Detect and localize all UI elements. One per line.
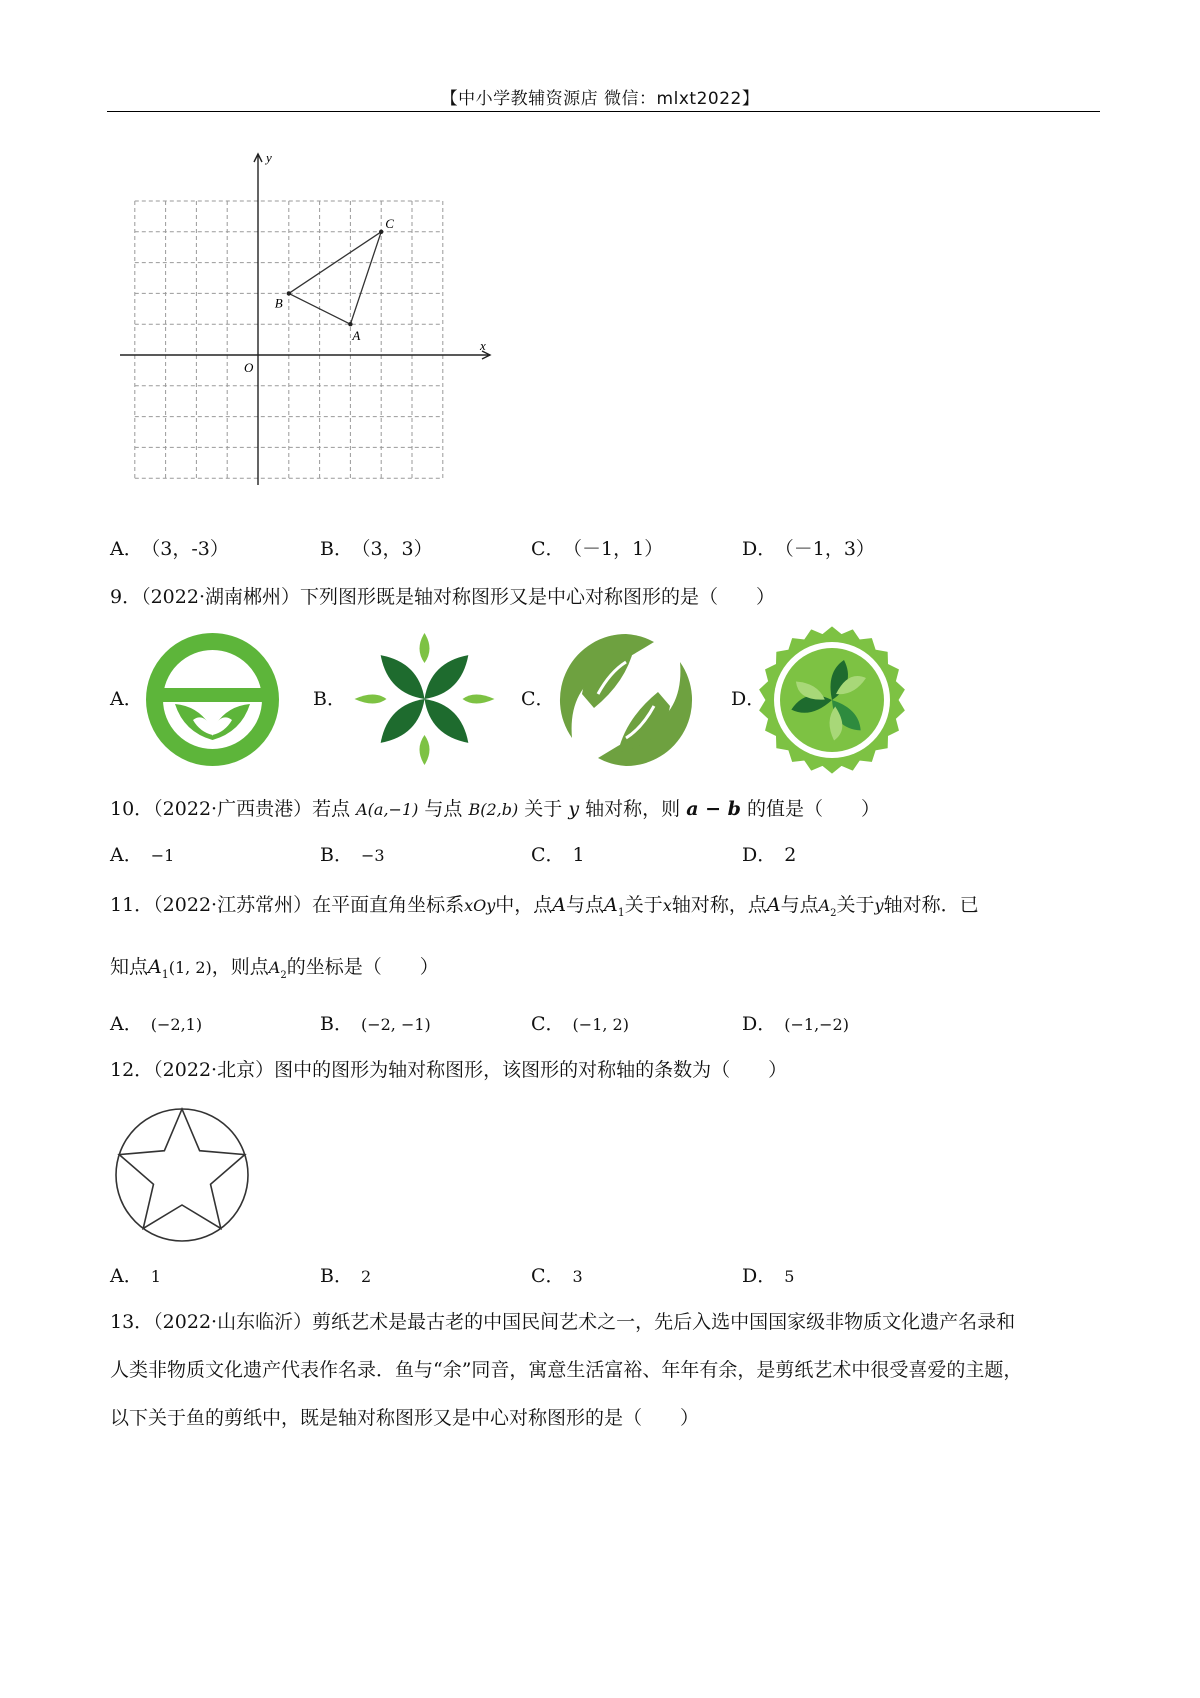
q10-option-a-text: −1: [150, 846, 175, 865]
y-axis: [254, 154, 262, 485]
y-axis-label: y: [266, 150, 272, 165]
q11-system: xOy: [464, 896, 496, 915]
q11-y-axis: y: [874, 896, 884, 915]
header-divider: [107, 111, 1100, 112]
q9-stem: 9．（2022·湖南郴州）下列图形既是轴对称图形又是中心对称图形的是（ ）: [110, 586, 775, 608]
x-axis-label: x: [480, 338, 486, 353]
q10-option-c-text: 1: [572, 844, 585, 866]
q12-option-a-text: 1: [150, 1267, 161, 1286]
q11-text-g: 关于: [836, 894, 875, 916]
q10-option-d-text: 2: [784, 844, 797, 866]
q10-axis: y: [568, 798, 580, 820]
q8-option-a-label: A．: [110, 538, 143, 560]
grid-lines: [135, 201, 443, 478]
q8-option-d-text: （－1，3）: [784, 538, 875, 560]
q8-option-a-text: （3，-3）: [150, 538, 229, 560]
star-in-circle-figure: [112, 1105, 252, 1245]
q10-option-d[interactable]: [742, 846, 796, 865]
q11-option-b-label: B．: [320, 1013, 353, 1035]
q11-option-c-text: (−1, 2): [572, 1015, 629, 1034]
q11-text-c: 与点: [566, 894, 605, 916]
point-c-label: C: [385, 215, 394, 231]
point-a-dot: [348, 322, 352, 326]
q11-known-a1-sub: 1: [161, 967, 169, 981]
q11-stem-line1: [110, 896, 979, 919]
q13-stem-line1: 13．（2022·山东临沂）剪纸艺术是最古老的中国民间艺术之一，先后入选中国国家级非物质文化遗产名录和: [110, 1311, 1016, 1333]
q12-option-b-text: 2: [360, 1267, 372, 1286]
q11-known-a1: A: [148, 956, 162, 978]
q10-option-c[interactable]: [531, 846, 585, 865]
q8-option-a[interactable]: [110, 540, 229, 559]
q11-option-b[interactable]: [320, 1015, 431, 1034]
q11-option-d-label: D．: [742, 1013, 777, 1035]
q11-option-a-text: (−2,1): [150, 1015, 203, 1034]
q12-option-d-label: D．: [742, 1265, 777, 1287]
q10-option-b-text: −3: [360, 846, 385, 865]
q11-known-a1-coord: (1, 2): [168, 958, 212, 977]
q10-option-d-label: D．: [742, 844, 777, 866]
q11-text-a: 11．（2022·江苏常州）在平面直角坐标系: [110, 894, 465, 916]
q12-option-d[interactable]: [742, 1267, 794, 1286]
q11-option-a-label: A．: [110, 1013, 143, 1035]
q9-option-c-label[interactable]: C．: [521, 688, 555, 710]
point-b-dot: [287, 291, 291, 295]
q11-text-i: 知点: [110, 956, 149, 978]
q8-option-b-text: （3，3）: [360, 538, 433, 560]
q11-option-d-text: (−1,−2): [784, 1015, 849, 1034]
q10-mid1: 与点: [424, 798, 463, 820]
q8-option-c-label: C．: [531, 538, 565, 560]
q10-point-b: B(2,b): [468, 800, 519, 819]
q11-point-a1: A: [604, 894, 618, 916]
q11-text-j: ，则点: [211, 956, 269, 978]
q12-option-d-text: 5: [784, 1267, 795, 1286]
q10-suffix: 的值是（ ）: [746, 798, 880, 820]
x-axis: [120, 351, 490, 359]
page-header: 【中小学教辅资源店 微信：mlxt2022】: [440, 89, 760, 109]
q12-option-b-label: B．: [320, 1265, 353, 1287]
q11-text-d: 关于: [624, 894, 663, 916]
point-a-label: A: [352, 328, 361, 344]
ring-leaf-logo-icon[interactable]: [145, 632, 280, 767]
q9-option-a-label[interactable]: A．: [110, 688, 143, 710]
q11-point-a2: A: [818, 896, 831, 915]
q10-option-a[interactable]: [110, 846, 174, 865]
q11-text-e: 轴对称，点: [671, 894, 767, 916]
q11-point-a-again: A: [766, 894, 781, 916]
q12-option-c-label: C．: [531, 1265, 565, 1287]
q11-option-d[interactable]: [742, 1015, 849, 1034]
q12-option-b[interactable]: [320, 1267, 371, 1286]
q10-option-b-label: B．: [320, 844, 353, 866]
gear-badge-leaves-icon[interactable]: [758, 626, 906, 774]
q10-point-a: A(a,−1): [356, 800, 419, 819]
q8-option-b-label: B．: [320, 538, 353, 560]
q11-option-a[interactable]: [110, 1015, 202, 1034]
q8-option-d[interactable]: [742, 540, 875, 559]
q10-mid2: 关于: [524, 798, 563, 820]
q11-text-b: 中，点: [495, 894, 553, 916]
q11-option-b-text: (−2, −1): [360, 1015, 431, 1034]
six-petal-flower-icon[interactable]: [352, 630, 497, 768]
q11-point-a: A: [552, 894, 567, 916]
q11-option-c[interactable]: [531, 1015, 629, 1034]
q12-stem: 12．（2022·北京）图中的图形为轴对称图形，该图形的对称轴的条数为（ ）: [110, 1059, 788, 1081]
q11-stem-line2: [110, 958, 439, 981]
q10-option-a-label: A．: [110, 844, 143, 866]
q8-option-c-text: （－1，1）: [572, 538, 664, 560]
q11-target-a2-sub: 2: [280, 969, 287, 981]
q9-option-d-label[interactable]: D．: [731, 688, 766, 710]
q12-option-a[interactable]: [110, 1267, 161, 1286]
q11-point-a2-sub: 2: [830, 907, 837, 919]
q11-text-f: 与点: [780, 894, 819, 916]
q12-option-c-text: 3: [572, 1267, 583, 1286]
triangle-outline: [289, 232, 381, 324]
q9-option-b-label[interactable]: B．: [313, 688, 346, 710]
q11-option-c-label: C．: [531, 1013, 565, 1035]
point-c-dot: [379, 230, 383, 234]
q10-mid3: 轴对称，则: [585, 798, 681, 820]
q11-text-k: 的坐标是（ ）: [286, 956, 439, 978]
q11-x-axis: x: [662, 896, 672, 915]
q13-stem-line3: 以下关于鱼的剪纸中，既是轴对称图形又是中心对称图形的是（ ）: [110, 1407, 700, 1429]
q11-text-h: 轴对称．已: [883, 894, 979, 916]
q8-option-b[interactable]: [320, 540, 433, 559]
q10-option-b[interactable]: [320, 846, 385, 865]
q11-point-a1-sub: 1: [617, 905, 625, 919]
q13-stem-line2: 人类非物质文化遗产代表作名录．鱼与“余”同音，寓意生活富裕、年年有余，是剪纸艺术中很受喜爱的主题，: [110, 1359, 1023, 1381]
q12-option-a-label: A．: [110, 1265, 143, 1287]
q10-option-c-label: C．: [531, 844, 565, 866]
q12-option-c[interactable]: [531, 1267, 583, 1286]
q8-option-c[interactable]: [531, 540, 663, 559]
coordinate-grid-figure: [120, 150, 500, 490]
q10-prefix: 10．（2022·广西贵港）若点: [110, 798, 351, 820]
point-b-label: B: [274, 295, 283, 311]
q10-stem: [110, 800, 880, 819]
origin-label: O: [244, 360, 254, 375]
q8-option-d-label: D．: [742, 538, 777, 560]
yin-yang-leaf-icon[interactable]: [558, 632, 694, 768]
q10-expr: a − b: [686, 798, 741, 820]
q11-target-a2: A: [268, 958, 281, 977]
